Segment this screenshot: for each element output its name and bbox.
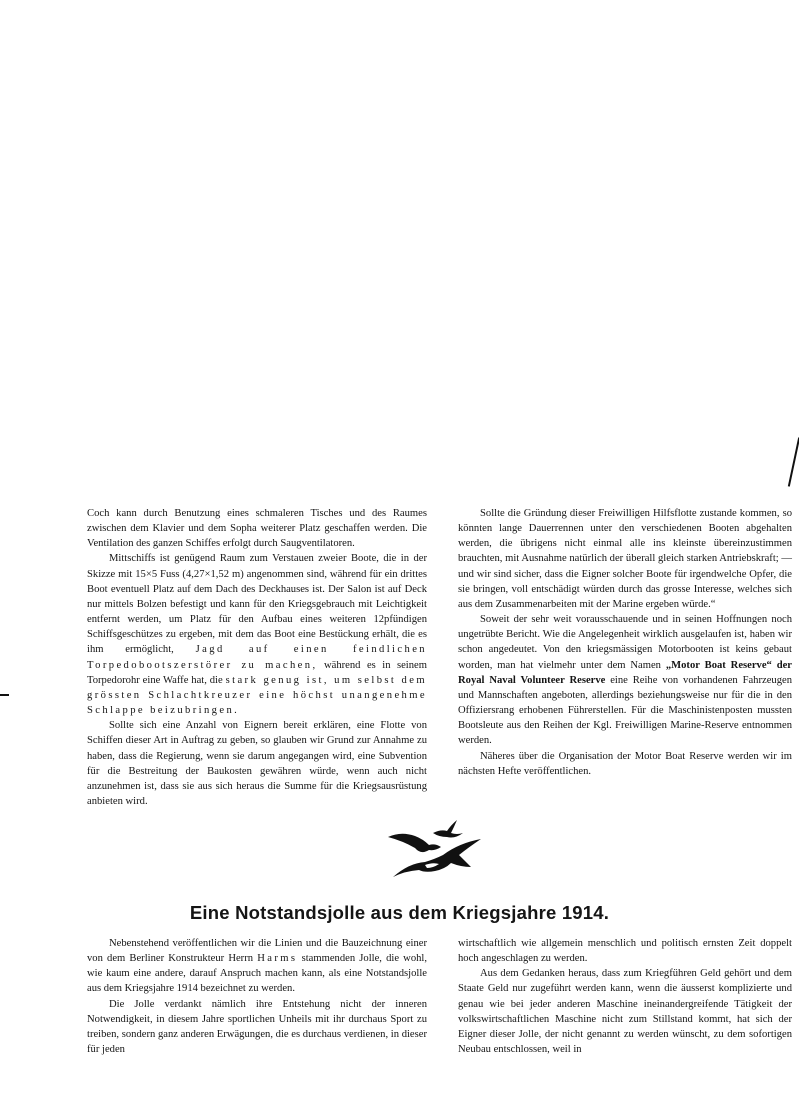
paragraph: wirtschaftlich wie allgemein menschlich und politisch ernsten Zeit doppelt hoch angeschlagen zu werden. bbox=[458, 938, 792, 965]
text-column-bottom-right bbox=[458, 936, 792, 1057]
paragraph: Aus dem Gedanken heraus, dass zum Kriegführen Geld gehört und dem Staate Geld nur zugeführt werden kann, wenn die äusserst komplizierte und genau wie bei jeder anderen Maschine ineinandergreifende Tätigkeit der volkswirtschaftlichen Maschine nicht zum Stillstand kommt, hat sich der Eigner dieser Jolle, der nicht genannt zu werden wünscht, zu dem sofortigen Neubau entschlossen, weil in bbox=[458, 968, 792, 1056]
spaced-emphasis: Harms bbox=[257, 953, 298, 965]
paragraph: Die Jolle verdankt nämlich ihre Entstehung nicht der inneren Notwendigkeit, in diesem Jahre sportlichen Unheils mit ihr durchaus Sport zu treiben, sondern ganz anderen Erwägungen, die es durchaus verdienen, in dieser für jeden bbox=[87, 998, 427, 1056]
bird-small bbox=[433, 820, 463, 838]
paragraph: Soweit der sehr weit vorausschauende und in seinen Hoffnungen noch ungetrübte Bericht. Wie die Angelegenheit wirklich ausgelaufen ist, haben wir schon angedeutet. Von den kriegsmässigen Motorbooten ist keins gebaut worden, man hat vielmehr unter dem Namen „Motor Boat Reserve“ der Royal Naval Volunteer Reserve eine Reihe von vorhandenen Fahrzeugen und Mannschaften angeboten, allerdings beziehungsweise nur für die in den Offiziersrang erhobenen Führerstellen. Für die Maschinistenposten mussten Bootsleute aus den Reihen der Kgl. Freiwilligen Marine-Reserve entnommen werden. bbox=[458, 614, 792, 747]
birds-vignette bbox=[385, 815, 500, 885]
article-title: Eine Notstandsjolle aus dem Kriegsjahre 1914. bbox=[189, 902, 610, 923]
paragraph: Nebenstehend veröffentlichen wir die Linien und die Bauzeichnung einer von dem Berliner Konstrukteur Herrn Harms stammenden Jolle, die wohl, wie kaum eine andere, darauf Anspruch machen kann, als eine Notstandsjolle aus dem Kriegsjahre 1914 bezeichnet zu werden. bbox=[87, 938, 428, 995]
paragraph: Sollte sich eine Anzahl von Eignern bereit erklären, eine Flotte von Schiffen dieser Art in Auftrag zu geben, so glauben wir Grund zur Annahme zu haben, dass die Regierung, wenn sie darum angegangen wird, eine Subvention für die Bestreitung der Baukosten gewähren würde, wenn auch nicht anzunehmen ist, dass sie aus sich heraus die Summe für die Kriegsausrüstung anbieten wird. bbox=[87, 720, 427, 807]
paragraph: Coch kann durch Benutzung eines schmaleren Tisches und des Raumes zwischen dem Klavier und dem Sopha weiterer Platz geschaffen werden. Die Ventilation des ganzen Schiffes erfolgt durch Saugventilatoren. bbox=[87, 508, 427, 550]
spaced-emphasis: Jagd auf einen feindlichen Torpedobootszerstörer zu machen, bbox=[87, 644, 427, 671]
paragraph: Näheres über die Organisation der Motor Boat Reserve werden wir im nächsten Hefte veröffentlichen. bbox=[458, 750, 792, 777]
scan-edge-mark bbox=[0, 694, 9, 696]
text-column-top-right bbox=[458, 506, 792, 779]
bird-large bbox=[393, 839, 481, 877]
scan-edge-mark bbox=[788, 437, 799, 486]
paragraph: Sollte die Gründung dieser Freiwilligen Hilfsflotte zustande kommen, so könnten lange Dauerrennen unter den verschiedenen Booten abgehalten werden, die übrigens nicht einmal alle ins kleinste übereinzustimmen brauchten, mit Ausnahme natürlich der überall gleich starken Antriebskraft; — und wir sind sicher, dass die Eigner solcher Boote für irgendwelche Opfer, die sie bringen, voll entschädigt würden durch das grosse Interesse, welches sich aus dem Zusammenarbeiten mit der Marine ergeben würde.“ bbox=[458, 508, 792, 610]
spaced-emphasis: stark genug ist, um selbst dem grössten Schlachtkreuzer eine höchst unangenehme Schlappe beizubringen. bbox=[87, 674, 427, 717]
bird-left bbox=[388, 834, 441, 852]
text-column-bottom-left bbox=[87, 936, 427, 1057]
text-column-top-left bbox=[87, 506, 427, 809]
paragraph: Mittschiffs ist genügend Raum zum Verstauen zweier Boote, die in der Skizze mit 15×5 Fuss (4,27×1,52 m) angenommen sind, während für ein drittes Boot eventuell Platz auf dem Dach des Deckhauses ist. Der Salon ist auf Deck nur mittels Bolzen befestigt und kann für den Kriegsgebrauch mit Leichtigkeit entfernt werden, um Platz für den Aufbau eines weiteren 12pfündigen Schiffsgeschützes zu ergeben, mit dem das Boot eine Bestückung erhält, die es ihm ermöglicht, Jagd auf einen feindlichen Torpedobootszerstörer zu machen, während es in seinem Torpedorohr eine Waffe hat, die stark genug ist, um selbst dem grössten Schlachtkreuzer eine höchst unangenehme Schlappe beizubringen. bbox=[87, 553, 427, 717]
bold-emphasis: „Motor Boat Reserve“ der Royal Naval Volunteer Reserve bbox=[458, 659, 792, 686]
